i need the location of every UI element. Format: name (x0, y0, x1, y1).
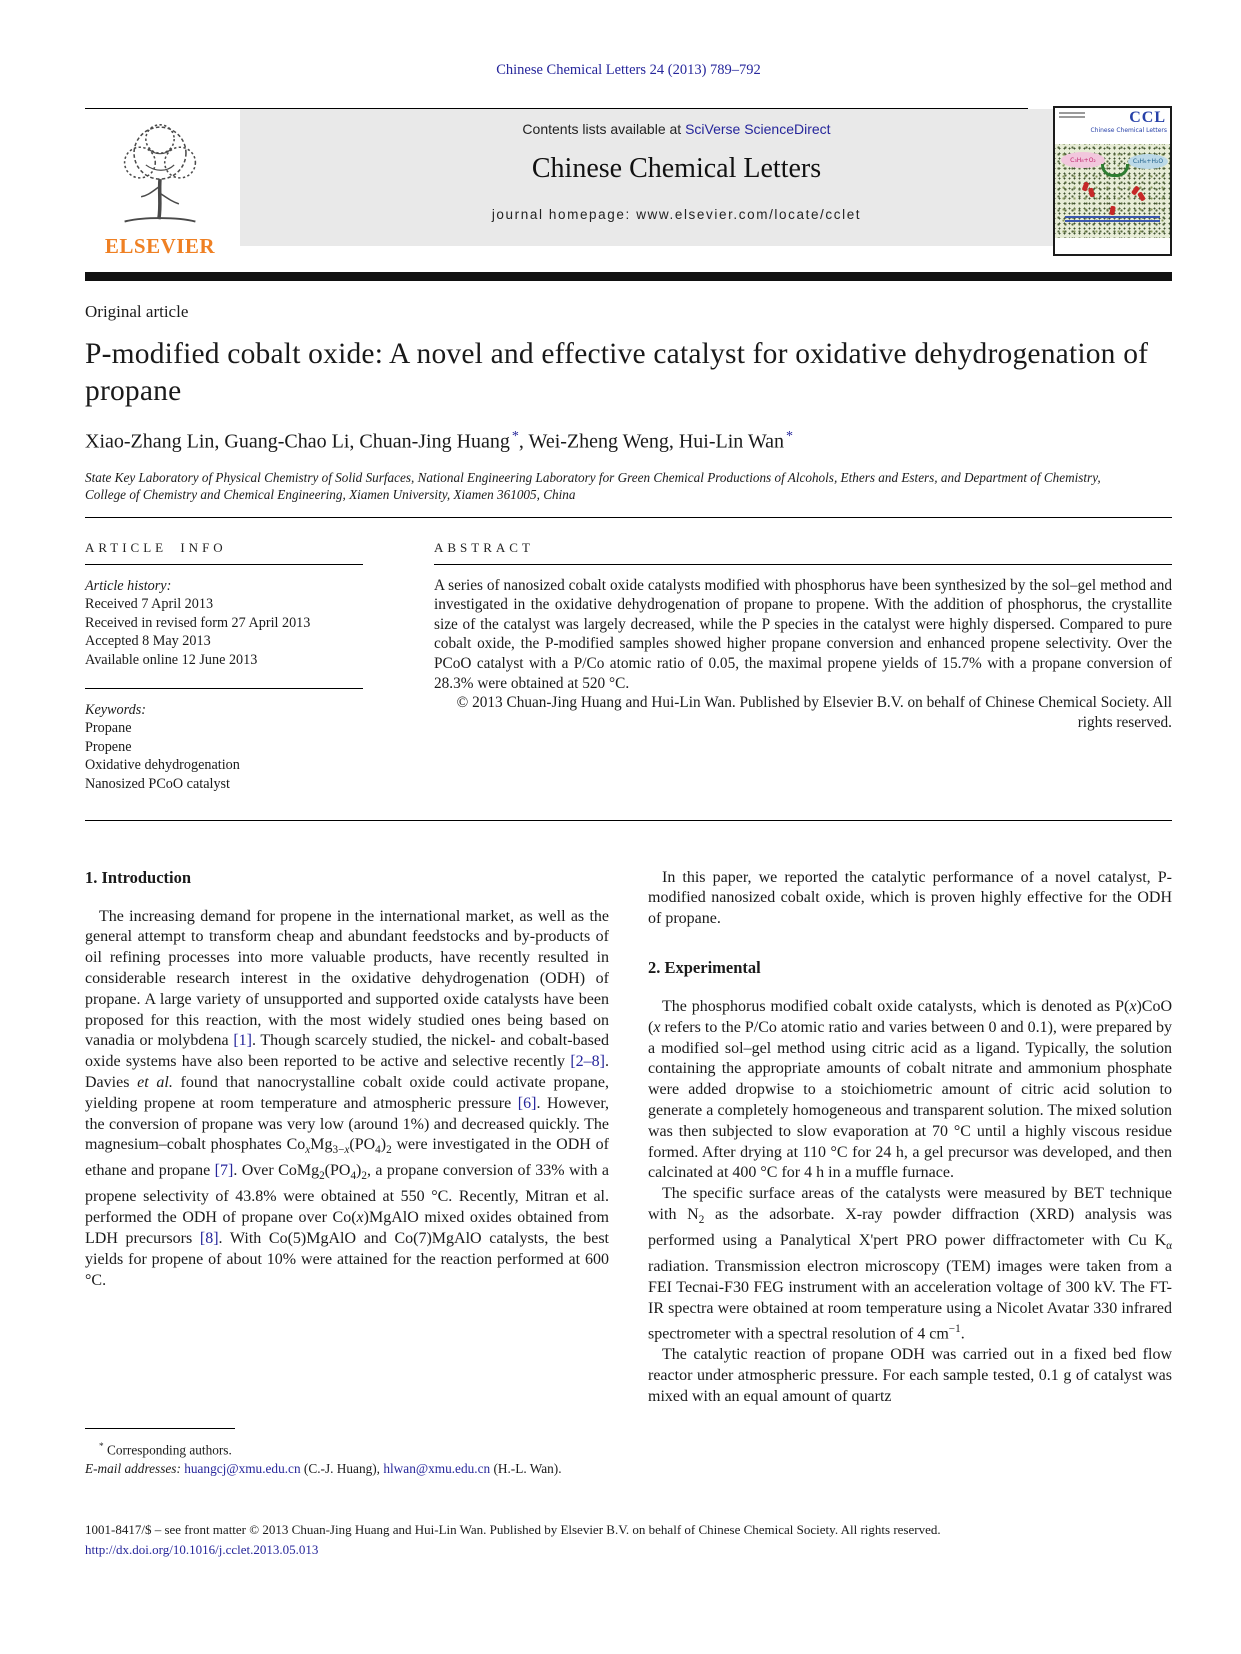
journal-header (85, 109, 1172, 259)
abstract-heading: ABSTRACT (434, 539, 534, 555)
history-item: Available online 12 June 2013 (85, 652, 258, 669)
cover-molecule-dot (1088, 188, 1095, 198)
cover-journal-title: Chinese Chemical Letters (1090, 127, 1167, 134)
abstract-column (434, 518, 1172, 794)
article-info-column (85, 518, 363, 794)
footnote-emails[interactable]: E-mail addresses: huangcj@xmu.edu.cn (C.-J. Huang), hlwan@xmu.edu.cn (H.-L. Wan). (85, 1460, 562, 1476)
keyword: Oxidative dehydrogenation (85, 757, 240, 774)
elsevier-tree-icon (101, 218, 219, 235)
contents-prefix: Contents lists available at (522, 121, 686, 137)
cover-masthead (1055, 108, 1170, 144)
affiliation: State Key Laboratory of Physical Chemistry of Solid Surfaces, National Engineering Laboratory for Green Chemical Productions of Alcohols, Ethers and Esters, and Department of Chemistry, College of Chemistry and Chemical Engineering, Xiamen University, Xiamen 361005, China (85, 469, 1101, 502)
doi-link[interactable]: http://dx.doi.org/10.1016/j.cclet.2013.05.013 (85, 1542, 319, 1557)
experimental-paragraph-2: The specific surface areas of the catalysts were measured by BET technique with $N_2$ as the adsorbate. X-ray powder diffraction (XRD) analysis was performed using a Panalytical X'pert PRO power diffractometer with Cu $K_\alpha$ radiation. Transmission electron microscopy (TEM) images were taken from a FEI Tecnai-F30 FEG instrument with an acceleration voltage of 300 kV. The FT-IR spectra were obtained at room temperature using a Nicolet Avatar 330 infrared spectrometer with a spectral resolution of 4 $cm^{-1}$. (648, 1185, 1173, 1343)
abstract-body: A series of nanosized cobalt oxide catalysts modified with phosphorus have been synthesized by the sol–gel method and investigated in the oxidative dehydrogenation of propane to propene. With the addition of phosphorus, the crystallite size of the catalyst was largely decreased, while the P species in the catalyst were highly dispersed. Compared to pure cobalt oxide, the P-modified samples showed higher propane conversion and enhanced propene selectivity. Over the PCoO catalyst with a P/Co atomic ratio of 0.05, the maximal propene yields of 15.7% with a propane conversion of 28.3% were obtained at 520 °C. (434, 576, 1172, 692)
corresponding-author-footnote (85, 1428, 609, 1478)
right-column (648, 868, 1172, 1408)
journal-banner (240, 109, 1113, 246)
meta-bottom-rule (85, 820, 1172, 821)
journal-citation: Chinese Chemical Letters 24 (2013) 789–792 (496, 62, 761, 78)
elsevier-logo[interactable] (85, 113, 235, 259)
elsevier-wordmark: ELSEVIER (104, 234, 216, 258)
experimental-paragraph-3: The catalytic reaction of propane ODH was carried out in a fixed bed flow reactor under atmospheric pressure. For each sample tested, 0.1 g of catalyst was mixed with an equal amount of quartz (648, 1346, 1172, 1406)
page-footer (85, 1520, 1172, 1560)
paper-scope-paragraph: In this paper, we reported the catalytic performance of a novel catalyst, P-modified nanosized cobalt oxide, which is proven highly effective for the ODH of propane. (648, 868, 1172, 928)
keyword: Nanosized PCoO catalyst (85, 776, 230, 792)
history-item: Received in revised form 27 April 2013 (85, 614, 311, 631)
footnote-corresponding: * Corresponding authors. (99, 1442, 232, 1458)
authors-line: Xiao-Zhang Lin, Guang-Chao Li, Chuan-Jing Huang *, Wei-Zheng Weng, Hui-Lin Wan * (85, 429, 794, 453)
article-body (85, 868, 1172, 1408)
article-info-heading: ARTICLE INFO (85, 539, 227, 555)
keyword: Propene (85, 738, 132, 755)
meta-section (85, 518, 1172, 794)
sciverse-sciencedirect-link[interactable]: SciVerse ScienceDirect (685, 121, 831, 137)
article-title: P-modified cobalt oxide: A novel and effective catalyst for oxidative dehydrogenation of propane (85, 338, 1149, 407)
article-type-label: Original article (85, 302, 189, 321)
experimental-paragraph-1: The phosphorus modified cobalt oxide catalysts, which is denoted as P(x)CoO (x refers to the P/Co atomic ratio and varies between 0 and 0.1), were prepared by a modified sol–gel method using citric acid as a ligand. Typically, the solution containing the appropriate amounts of cobalt nitrate and ammonium phosphate were added dropwise to a stoichiometric amount of citric acid solution to generate a completely homogeneous and transparent solution. The mixed solution was then subjected to slow evaporation at 70 °C until a highly viscous residue formed. After drying at 110 °C for 24 h, a gel precursor was developed, and then calcinated at 400 °C for 4 h in a muffle furnace. (648, 997, 1172, 1182)
cover-ccl-logo: CCL (1129, 109, 1166, 126)
journal-homepage-link[interactable]: journal homepage: www.elsevier.com/locate/cclet (491, 207, 862, 222)
section-heading-introduction: 1. Introduction (85, 867, 192, 887)
contents-line (240, 121, 1113, 137)
keyword: Propane (85, 720, 132, 737)
cover-reaction-arrow (1101, 164, 1129, 177)
cover-caption-lines (1055, 214, 1170, 224)
introduction-paragraph: The increasing demand for propene in the international market, as well as the general attempt to transform cheap and abundant feedstocks and by-products of oil refining processes into more valuable products, have recently resulted in considerable research interest in the oxidative dehydrogenation (ODH) of propane. A large variety of unsupported and supported oxide catalysts have been proposed for this reaction, with the most widely studied ones being based on vanadia or molybdena [1]. Though scarcely studied, the nickel- and cobalt-based oxide systems have also been reported to be active and selective recently [2–8]. Davies et al. found that nanocrystalline cobalt oxide could activate propane, yielding propene at room temperature and atmospheric pressure [6]. However, the conversion of propane was very low (around 1%) and decreased quickly. The magnesium–cobalt phosphates $Co_xMg_{3-x}(PO_4)_2$ were investigated in the ODH of ethane and propane [7]. Over $CoMg_2(PO_4)_2$, a propane conversion of 33% with a propene selectivity of 43.8% were obtained at 550 °C. Recently, Mitran et al. performed the ODH of propane over Co(x)MgAlO mixed oxides obtained from LDH precursors [8]. With Co(5)MgAlO and Co(7)MgAlO catalysts, the best yields for propene of about 10% were attained for the reaction performed at 600 °C. (85, 907, 610, 1289)
history-label: Article history: (85, 577, 172, 594)
keywords-label: Keywords: (85, 701, 146, 718)
cover-issn-lines (1059, 112, 1085, 120)
cover-artwork (1055, 144, 1170, 238)
cover-product-label: C₃H₆+H₂O (1128, 154, 1168, 169)
header-divider-bar (85, 272, 1172, 281)
history-item: Received 7 April 2013 (85, 596, 214, 613)
section-heading-experimental: 2. Experimental (648, 957, 761, 977)
history-item: Accepted 8 May 2013 (85, 633, 211, 650)
cover-reactant-label: C₃H₈+O₂ (1061, 152, 1105, 168)
journal-cover-thumbnail[interactable] (1053, 106, 1172, 256)
footnote-rule (85, 1428, 235, 1429)
cover-molecule-dot (1137, 191, 1146, 201)
footer-copyright: 1001-8417/$ – see front matter © 2013 Chuan-Jing Huang and Hui-Lin Wan. Published by Elsevier B.V. on behalf of Chinese Chemical Society. All rights reserved. (85, 1522, 941, 1537)
left-column (85, 868, 609, 1408)
journal-banner-title: Chinese Chemical Letters (531, 153, 822, 184)
abstract-copyright: © 2013 Chuan-Jing Huang and Hui-Lin Wan. Published by Elsevier B.V. on behalf of Chinese Chemical Society. All rights reserved. (456, 694, 1172, 731)
